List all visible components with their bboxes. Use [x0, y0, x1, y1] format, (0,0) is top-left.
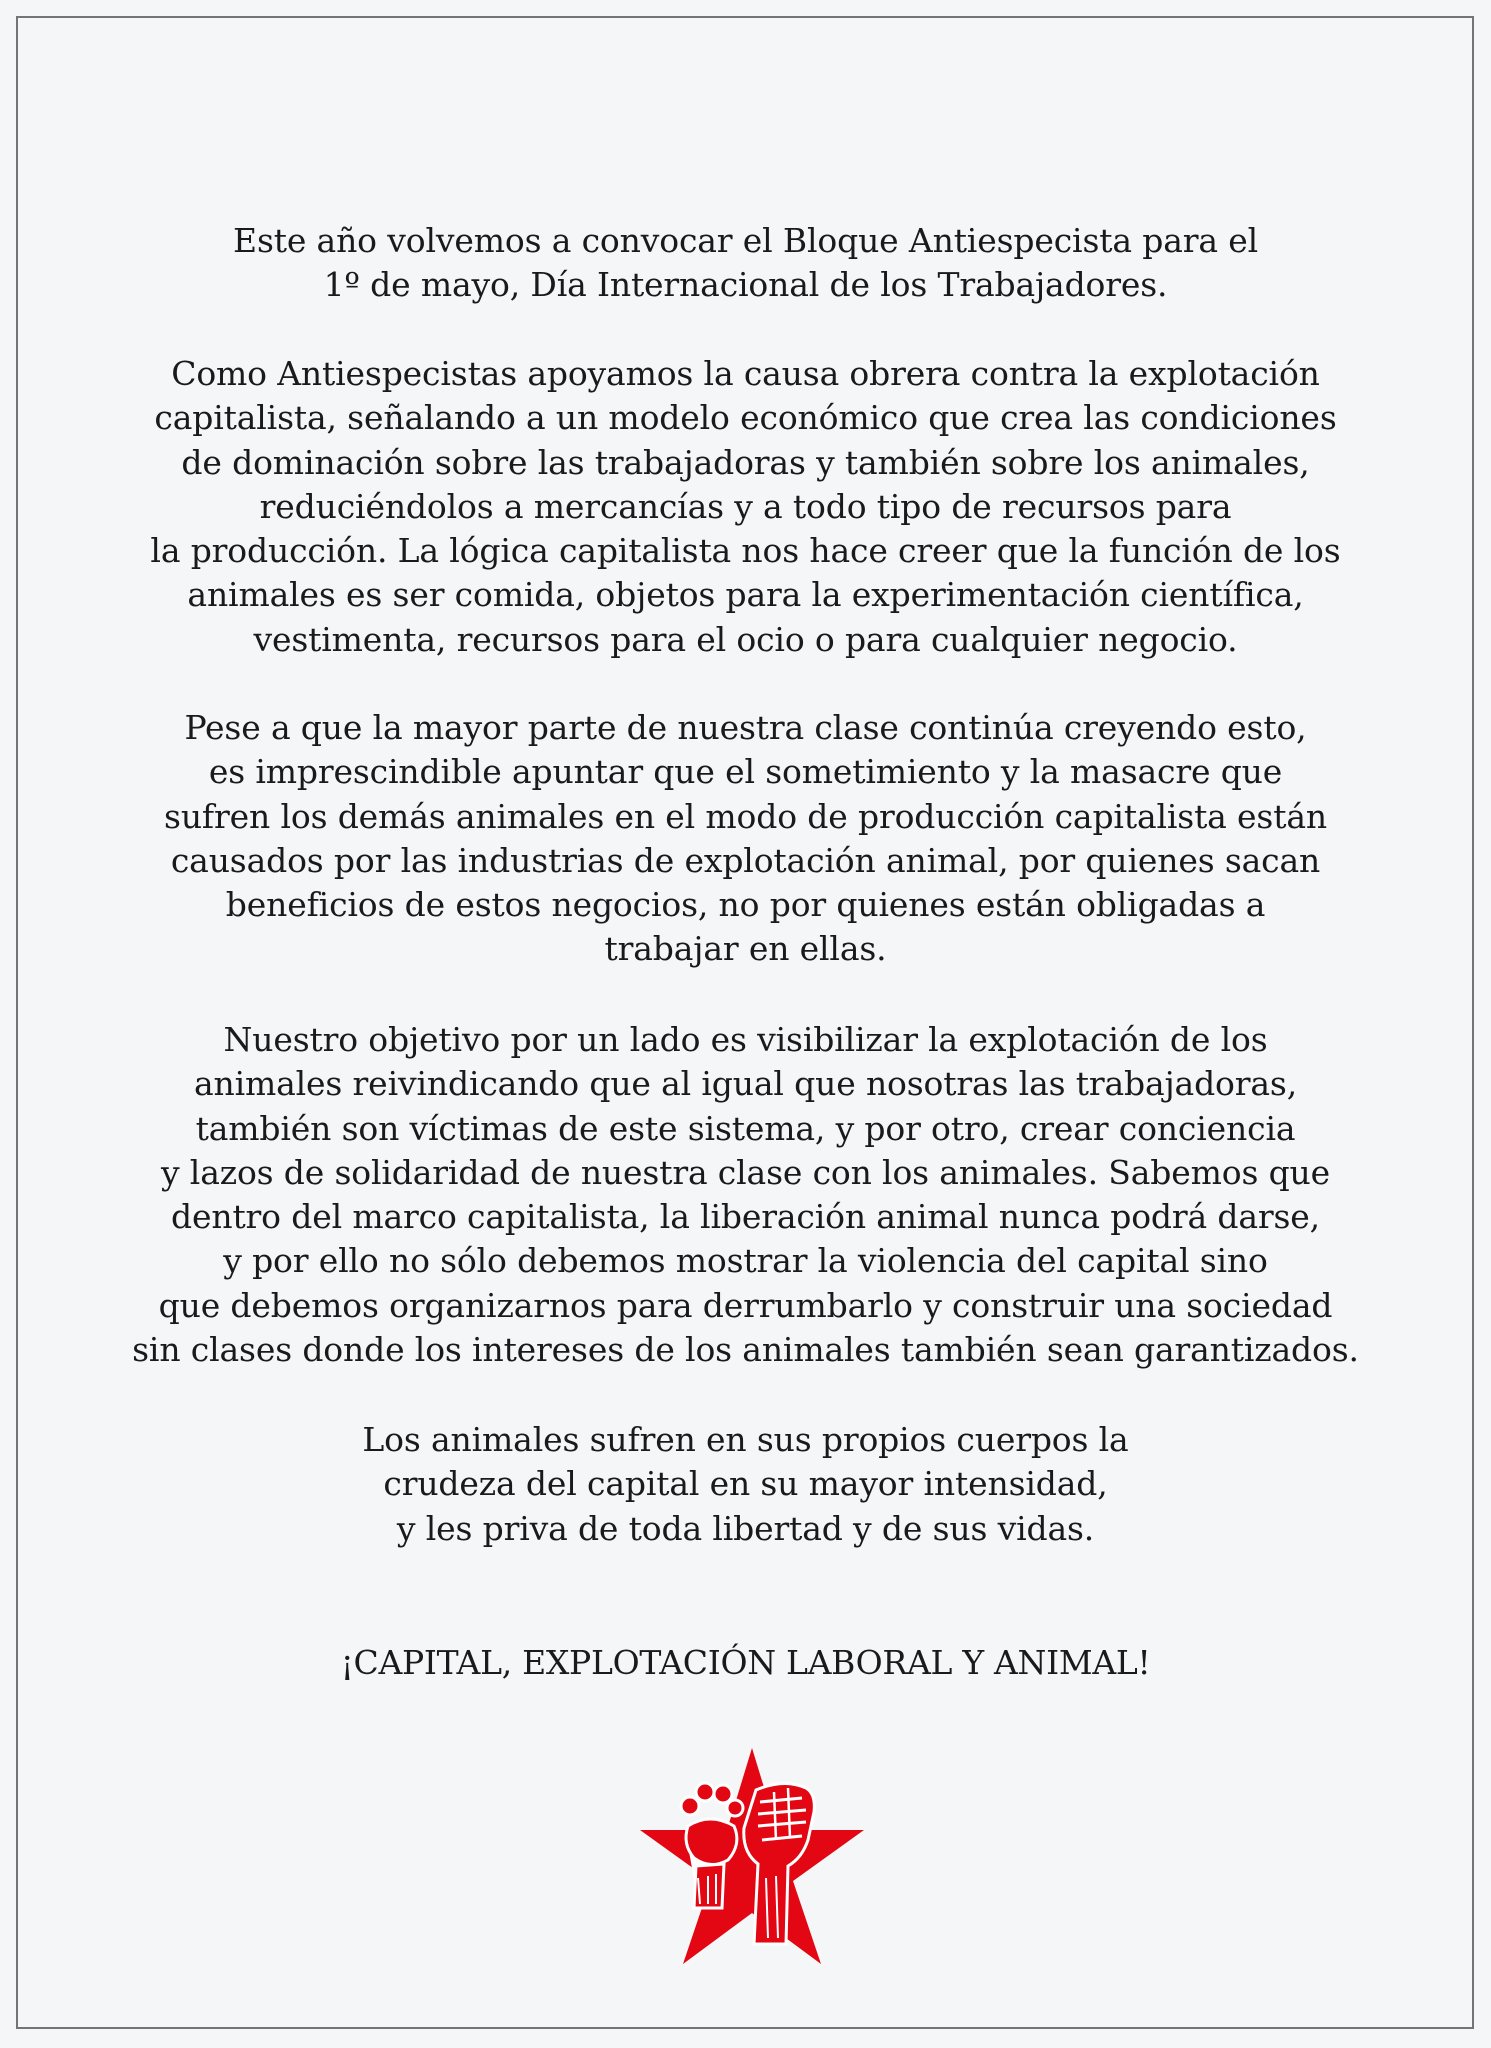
- text-line: y lazos de solidaridad de nuestra clase con los animales. Sabemos que: [160, 1152, 1331, 1192]
- slogan: ¡CAPITAL, EXPLOTACIÓN LABORAL Y ANIMAL!: [340, 1643, 1151, 1682]
- paragraph-closing: [60, 1418, 1431, 1551]
- text-line: de dominación sobre las trabajadoras y también sobre los animales,: [181, 442, 1310, 482]
- text-line: animales es ser comida, objetos para la experimentación científica,: [187, 575, 1304, 615]
- text-line: Como Antiespecistas apoyamos la causa obrera contra la explotación: [171, 354, 1320, 393]
- text-line: capitalista, señalando a un modelo económico que crea las condiciones: [154, 398, 1337, 438]
- text-line: sin clases donde los intereses de los animales también sean garantizados.: [132, 1330, 1359, 1370]
- text-line: y les priva de toda libertad y de sus vidas.: [396, 1508, 1095, 1548]
- text-line: reduciéndolos a mercancías y a todo tipo de recursos para: [259, 486, 1232, 526]
- text-line: es imprescindible apuntar que el sometimiento y la masacre que: [208, 752, 1283, 792]
- text-line: causados por las industrias de explotación animal, por quienes sacan: [170, 840, 1321, 880]
- paragraph-capitalism: [60, 352, 1431, 662]
- text-line: sufren los demás animales en el modo de producción capitalista están: [164, 796, 1327, 836]
- red-star-paw-and-fist-icon: [638, 1748, 866, 1966]
- text-line: Los animales sufren en sus propios cuerpos la: [362, 1420, 1129, 1459]
- text-line: también son víctimas de este sistema, y por otro, crear conciencia: [195, 1108, 1296, 1148]
- text-line: beneficios de estos negocios, no por quienes están obligadas a: [225, 885, 1266, 925]
- paragraph-industries: [60, 706, 1431, 972]
- text-line: crudeza del capital en su mayor intensidad,: [383, 1464, 1108, 1504]
- text-line: Pese a que la mayor parte de nuestra clase continúa creyendo esto,: [184, 708, 1307, 747]
- text-line: animales reivindicando que al igual que nosotras las trabajadoras,: [193, 1064, 1298, 1104]
- text-line: trabajar en ellas.: [604, 929, 887, 969]
- paragraph-intro: [60, 219, 1431, 308]
- text-line: que debemos organizarnos para derrumbarlo y construir una sociedad: [158, 1285, 1333, 1325]
- paragraph-objective: [60, 1018, 1431, 1372]
- text-line: Este año volvemos a convocar el Bloque Antiespecista para el: [233, 221, 1258, 260]
- text-line: 1º de mayo, Día Internacional de los Trabajadores.: [323, 265, 1168, 305]
- text-line: vestimenta, recursos para el ocio o para cualquier negocio.: [253, 619, 1238, 659]
- text-line: la producción. La lógica capitalista nos hace creer que la función de los: [150, 531, 1341, 571]
- text-line: Nuestro objetivo por un lado es visibilizar la explotación de los: [223, 1020, 1268, 1059]
- text-line: y por ello no sólo debemos mostrar la violencia del capital sino: [223, 1241, 1268, 1281]
- text-line: dentro del marco capitalista, la liberación animal nunca podrá darse,: [170, 1197, 1321, 1237]
